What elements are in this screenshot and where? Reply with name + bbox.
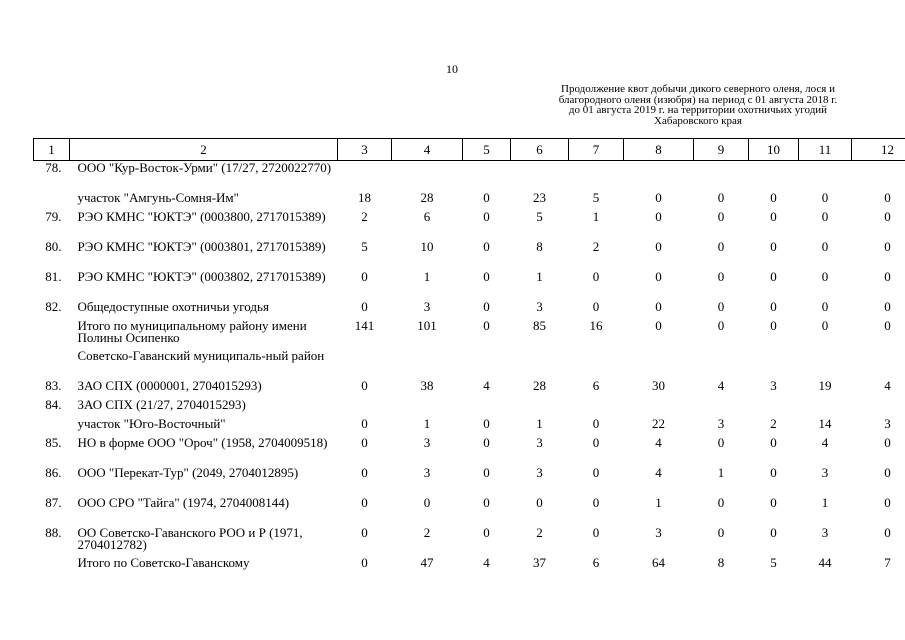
table-row — [34, 240, 905, 270]
table-cell: 7 — [884, 555, 891, 570]
table-cell: 0 — [483, 525, 490, 540]
table-cell: 3 — [655, 525, 662, 540]
row-name: ЗАО СПХ (21/27, 2704015293) — [77, 397, 246, 412]
table-cell: 2 — [536, 525, 543, 540]
table-cell: 0 — [717, 495, 725, 510]
table-cell — [569, 161, 624, 192]
table-cell: 0 — [361, 525, 368, 540]
row-name: ЗАО СПХ (0000001, 2704015293) — [77, 378, 262, 393]
table-cell: 0 — [770, 299, 777, 314]
table-cell: 3 — [423, 435, 431, 450]
row-number: 83. — [45, 378, 62, 393]
table-cell: 1 — [655, 495, 662, 510]
row-number: 78. — [45, 160, 62, 175]
table-cell — [624, 161, 694, 192]
table-cell: 64 — [652, 555, 665, 570]
table-row — [34, 300, 905, 319]
table-cell: 0 — [483, 495, 490, 510]
table-cell: 0 — [884, 239, 891, 254]
table-cell: 0 — [884, 190, 891, 205]
table-cell: 0 — [770, 465, 777, 480]
table-cell — [799, 398, 852, 417]
table-cell — [569, 349, 624, 379]
row-number: 82. — [45, 299, 62, 314]
table-cell: 37 — [533, 555, 546, 570]
row-name: Итого по муниципальному району имени Полины Осипенко — [77, 318, 307, 345]
table-row — [34, 417, 905, 436]
row-name: Общедоступные охотничьи угодья — [77, 299, 269, 314]
table-cell: 3 — [423, 465, 431, 480]
table-cell: 0 — [717, 435, 725, 450]
table-cell: 5 — [592, 190, 600, 205]
table-cell: 0 — [770, 209, 777, 224]
table-cell — [694, 398, 749, 417]
table-cell: 0 — [770, 525, 777, 540]
table-cell: 0 — [655, 190, 662, 205]
table-cell: 6 — [423, 209, 431, 224]
column-header: 12 — [852, 139, 905, 161]
table-cell: 38 — [420, 378, 434, 393]
table-cell: 0 — [592, 299, 600, 314]
table-cell — [511, 161, 569, 192]
table-cell: 5 — [361, 239, 368, 254]
table-cell: 0 — [483, 465, 490, 480]
table-cell: 5 — [536, 209, 543, 224]
table-cell: 0 — [592, 465, 600, 480]
table-row — [34, 161, 905, 192]
table-cell: 3 — [821, 525, 829, 540]
table-cell: 0 — [770, 318, 777, 333]
table-cell: 4 — [821, 435, 829, 450]
table-cell: 0 — [770, 435, 777, 450]
table-cell: 47 — [420, 555, 434, 570]
table-cell — [852, 349, 905, 379]
table-cell: 0 — [717, 239, 725, 254]
table-cell: 0 — [423, 495, 431, 510]
table-row — [34, 210, 905, 240]
table-cell: 0 — [592, 416, 600, 431]
table-cell: 4 — [483, 555, 490, 570]
column-header: 1 — [34, 139, 70, 161]
table-cell: 0 — [821, 269, 829, 284]
row-name: Итого по Советско-Гаванскому — [77, 555, 250, 570]
table-cell: 4 — [884, 378, 891, 393]
row-number: 84. — [45, 397, 62, 412]
table-row — [34, 496, 905, 526]
table-cell: 30 — [652, 378, 665, 393]
table-cell — [338, 349, 392, 379]
table-body — [34, 161, 905, 576]
table-cell: 14 — [818, 416, 832, 431]
table-cell — [624, 398, 694, 417]
table-cell: 1 — [717, 465, 725, 480]
table-cell: 4 — [655, 465, 662, 480]
table-cell: 28 — [420, 190, 434, 205]
table-cell: 0 — [770, 269, 777, 284]
table-row — [34, 556, 905, 575]
table-cell: 0 — [717, 318, 725, 333]
table-cell: 0 — [717, 525, 725, 540]
table-cell — [799, 161, 852, 192]
row-name: ОО Советско-Гаванского РОО и Р (1971, 2704012782) — [77, 525, 303, 552]
caption-line: благородного оленя (изюбря) на период с 01 августа 2018 г. — [558, 93, 838, 106]
table-cell: 0 — [483, 190, 490, 205]
table-cell: 0 — [884, 465, 891, 480]
column-header: 2 — [70, 139, 338, 161]
table-cell: 23 — [533, 190, 546, 205]
table-cell: 0 — [592, 525, 600, 540]
column-header: 10 — [749, 139, 799, 161]
table-cell: 0 — [592, 269, 600, 284]
table-cell: 8 — [536, 239, 543, 254]
table-cell: 0 — [884, 435, 891, 450]
table-cell: 2 — [361, 209, 368, 224]
table-cell: 0 — [884, 495, 891, 510]
table-cell — [749, 161, 799, 192]
table-cell: 0 — [361, 435, 368, 450]
row-number: 88. — [45, 525, 62, 540]
table-cell: 0 — [884, 318, 891, 333]
table-cell — [749, 398, 799, 417]
table-cell: 0 — [483, 269, 490, 284]
row-name: ООО "Кур-Восток-Урми" (17/27, 2720022770) — [77, 160, 332, 175]
table-cell: 44 — [818, 555, 832, 570]
table-cell — [463, 398, 511, 417]
table-cell: 0 — [592, 435, 600, 450]
table-cell: 18 — [358, 190, 371, 205]
table-cell: 1 — [423, 416, 431, 431]
table-cell — [511, 398, 569, 417]
table-cell: 10 — [420, 239, 434, 254]
row-number — [34, 191, 70, 210]
table-cell: 1 — [536, 416, 543, 431]
table-cell: 0 — [483, 209, 490, 224]
table-cell: 0 — [770, 190, 777, 205]
table-cell: 0 — [884, 209, 891, 224]
row-name: ООО "Перекат-Тур" (2049, 2704012895) — [77, 465, 299, 480]
row-number — [34, 349, 70, 379]
column-header: 5 — [463, 139, 511, 161]
caption-line: до 01 августа 2019 г. на территории охотничьих угодий — [568, 104, 828, 117]
table-cell: 0 — [361, 269, 368, 284]
row-name: РЭО КМНС "ЮКТЭ" (0003800, 2717015389) — [77, 209, 326, 224]
table-cell: 0 — [884, 525, 891, 540]
table-cell: 0 — [884, 269, 891, 284]
table-cell: 0 — [536, 495, 543, 510]
table-cell — [799, 349, 852, 379]
table-cell: 0 — [821, 299, 829, 314]
caption-line: Продолжение квот добычи дикого северного оленя, лося и — [561, 83, 835, 95]
column-header: 3 — [338, 139, 392, 161]
row-number — [34, 319, 70, 349]
table-cell: 0 — [821, 209, 829, 224]
table-cell: 0 — [483, 318, 490, 333]
table-cell — [852, 161, 905, 192]
table-cell — [338, 161, 392, 192]
row-name: участок "Юго-Восточный" — [77, 416, 226, 431]
table-cell: 0 — [717, 190, 725, 205]
table-cell: 2 — [423, 525, 431, 540]
table-cell: 19 — [818, 378, 832, 393]
table-cell: 141 — [354, 318, 375, 333]
table-cell: 1 — [423, 269, 431, 284]
table-cell: 3 — [770, 378, 777, 393]
table-cell: 0 — [717, 299, 725, 314]
table-cell: 16 — [589, 318, 603, 333]
table-cell: 0 — [361, 495, 368, 510]
table-cell: 0 — [592, 495, 600, 510]
table-cell: 2 — [770, 416, 777, 431]
table-cell: 0 — [821, 190, 829, 205]
table-cell — [749, 349, 799, 379]
table-cell: 0 — [770, 495, 777, 510]
table-cell: 85 — [533, 318, 546, 333]
column-header: 8 — [624, 139, 694, 161]
table-cell — [852, 398, 905, 417]
table-caption — [520, 84, 876, 126]
table-cell: 0 — [655, 299, 662, 314]
table-cell: 4 — [655, 435, 662, 450]
table-cell — [569, 398, 624, 417]
table-cell — [694, 161, 749, 192]
table-cell — [511, 349, 569, 379]
table-row — [34, 349, 905, 379]
table-cell: 2 — [592, 239, 600, 254]
row-name: ООО СРО "Тайга" (1974, 2704008144) — [77, 495, 290, 510]
table-cell: 1 — [592, 209, 600, 224]
table-cell: 3 — [536, 435, 543, 450]
row-number: 86. — [45, 465, 62, 480]
table-cell: 1 — [536, 269, 543, 284]
table-row — [34, 526, 905, 556]
table-cell: 0 — [655, 239, 662, 254]
table-cell: 0 — [655, 209, 662, 224]
table-cell: 0 — [884, 299, 891, 314]
table-row — [34, 319, 905, 349]
row-name: РЭО КМНС "ЮКТЭ" (0003801, 2717015389) — [77, 239, 326, 254]
row-name: участок "Амгунь-Сомня-Им" — [77, 190, 239, 205]
table-cell: 0 — [821, 239, 829, 254]
table-cell: 3 — [536, 299, 543, 314]
table-row — [34, 436, 905, 466]
row-name: Советско-Гаванский муниципаль-ный район — [77, 348, 325, 363]
table-cell: 3 — [717, 416, 725, 431]
table-cell: 3 — [423, 299, 431, 314]
table-row — [34, 466, 905, 496]
table-cell: 0 — [361, 299, 368, 314]
row-number — [34, 556, 70, 575]
table-cell: 101 — [417, 318, 437, 333]
table-cell — [463, 161, 511, 192]
table-cell: 0 — [361, 416, 368, 431]
row-number: 87. — [45, 495, 62, 510]
table-cell: 0 — [483, 299, 490, 314]
column-header: 6 — [511, 139, 569, 161]
row-number: 85. — [45, 435, 62, 450]
table-cell: 0 — [655, 318, 662, 333]
table-cell: 0 — [483, 416, 490, 431]
table-cell — [392, 349, 463, 379]
table-cell: 0 — [821, 318, 829, 333]
caption-line: Хабаровского края — [654, 114, 742, 127]
table-cell: 0 — [770, 239, 777, 254]
column-header: 4 — [392, 139, 463, 161]
table-cell — [624, 349, 694, 379]
column-header: 7 — [569, 139, 624, 161]
table-cell: 4 — [717, 378, 725, 393]
table-row — [34, 398, 905, 417]
page-number: 10 — [446, 62, 458, 76]
table-cell: 22 — [652, 416, 665, 431]
table-cell — [463, 349, 511, 379]
table-cell: 0 — [361, 378, 368, 393]
column-header: 11 — [799, 139, 852, 161]
table-cell: 0 — [717, 209, 725, 224]
table-cell: 5 — [770, 555, 777, 570]
table-cell: 0 — [361, 555, 368, 570]
table-row — [34, 379, 905, 398]
row-number: 79. — [45, 209, 62, 224]
table-cell — [392, 398, 463, 417]
table-cell: 3 — [821, 465, 829, 480]
table-cell: 28 — [533, 378, 546, 393]
table-cell: 0 — [717, 269, 725, 284]
column-header: 9 — [694, 139, 749, 161]
table-cell: 6 — [592, 378, 600, 393]
row-name: РЭО КМНС "ЮКТЭ" (0003802, 2717015389) — [77, 269, 326, 284]
row-number: 81. — [45, 269, 62, 284]
table-cell: 0 — [655, 269, 662, 284]
table-cell: 8 — [717, 555, 725, 570]
table-cell: 0 — [483, 239, 490, 254]
table-cell: 6 — [592, 555, 600, 570]
table-row — [34, 270, 905, 300]
table-cell — [392, 161, 463, 192]
table-row — [34, 191, 905, 210]
table-cell: 4 — [483, 378, 490, 393]
table-cell: 3 — [884, 416, 891, 431]
table-cell: 0 — [361, 465, 368, 480]
quota-table — [33, 138, 905, 575]
row-number: 80. — [45, 239, 62, 254]
table-cell — [694, 349, 749, 379]
table-header-row — [34, 139, 905, 161]
table-cell: 0 — [483, 435, 490, 450]
table-cell: 3 — [536, 465, 543, 480]
table-cell — [338, 398, 392, 417]
row-name: НО в форме ООО "Ороч" (1958, 2704009518) — [77, 435, 328, 450]
row-number — [34, 417, 70, 436]
table-cell: 1 — [821, 495, 829, 510]
